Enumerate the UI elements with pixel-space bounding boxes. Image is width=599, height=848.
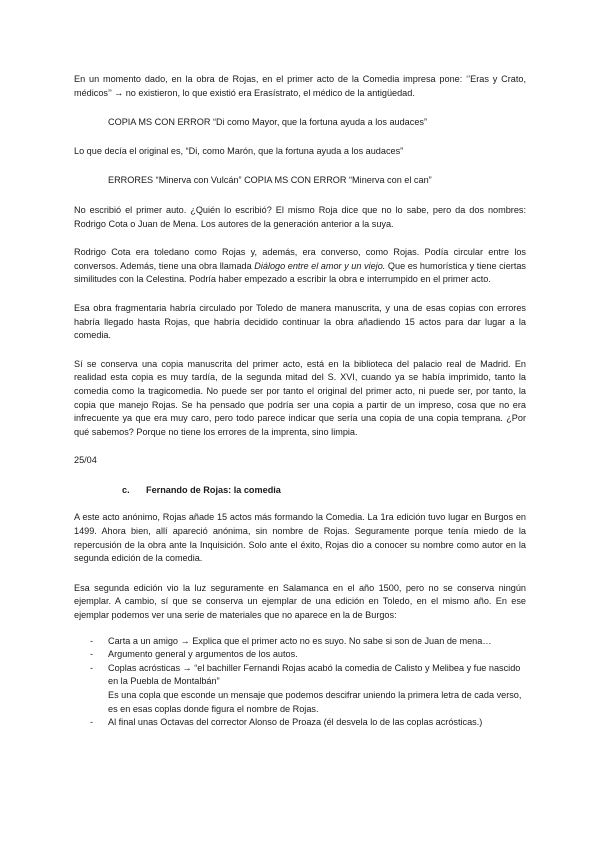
- error-copy-line-1: COPIA MS CON ERROR “Di como Mayor, que la fortuna ayuda a los audaces”: [108, 117, 427, 128]
- section-heading: [74, 484, 526, 498]
- materials-list: [74, 635, 526, 730]
- list-item: [74, 662, 526, 716]
- paragraph-rodrigo-cota: [74, 246, 526, 287]
- bullet-dash: -: [90, 649, 94, 660]
- list-item: [74, 716, 526, 730]
- bullet-dash: -: [90, 717, 94, 728]
- list-item: [74, 635, 526, 649]
- bullet-dash: -: [90, 662, 94, 673]
- text-span: Que es humorística y tiene ciertas similitudes con la Celestina. Podría haber empezado a escribir la obra e interrumpido en el primer acto.: [74, 260, 526, 285]
- list-item-text: Argumento general y argumentos de los autos.: [108, 649, 298, 660]
- bullet-dash: -: [90, 635, 94, 646]
- list-item-subtext: Es una copla que esconde un mensaje que podemos descifrar uniendo la primera letra de cada verso, es en esas coplas donde figura el nombre de Rojas.: [108, 690, 522, 714]
- list-item: [74, 648, 526, 662]
- paragraph-second-edition: Esa segunda edición vio la luz seguramente en Salamanca en el año 1500, pero no se conserva ningún ejemplar. A cambio, sí que se conserva un ejemplar de una edición en Toledo, en el mismo año. En ese ejemplar podemos ver una serie de materiales que no aparece en la de Burgos:: [74, 582, 526, 621]
- document-body: [74, 73, 526, 730]
- original-quote-line: Lo que decía el original es, “Di, como Marón, que la fortuna ayuda a los audaces”: [74, 145, 404, 156]
- paragraph-erasistrato: En un momento dado, en la obra de Rojas, en el primer acto de la Comedia impresa pone: ‘’Eras y Crato, médicos’’ → no existieron, lo que existió era Erasístrato, el médico de la antigüedad.: [74, 74, 526, 98]
- section-title: Fernando de Rojas: la comedia: [146, 484, 281, 495]
- list-item-text: Coplas acrósticas → “el bachiller Fernandi Rojas acabó la comedia de Calisto y Melibea y fue nascido en la Puebla de Montalbán”: [108, 662, 521, 687]
- error-copy-line-2: ERRORES “Minerva con Vulcán” COPIA MS CON ERROR “Minerva con el can”: [108, 175, 432, 186]
- list-item-text: Carta a un amigo → Explica que el primer acto no es suyo. No sabe si son de Juan de mena…: [108, 635, 492, 646]
- paragraph-authorship: No escribió el primer auto. ¿Quién lo escribió? El mismo Roja dice que no lo sabe, pero da dos nombres: Rodrigo Cota o Juan de Mena. Los autores de la generación anterior a la suya.: [74, 204, 526, 229]
- text-span: Rodrigo Cota era toledano como Rojas y, además, era converso, como Rojas. Podía circular entre los conversos. Además, tiene una obra llamada: [74, 247, 526, 271]
- paragraph-comedia: A este acto anónimo, Rojas añade 15 actos más formando la Comedia. La 1ra edición tuvo lugar en Burgos en 1499. Ahora bien, allí apareció anónima, sin nombre de Rojas. Seguramente porque tenía miedo de la repercusión de la obra ante la Inquisición. Solo ante el éxito, Rojas dio a conocer su nombre como autor en la segunda edición de la comedia.: [74, 512, 526, 564]
- paragraph-manuscript-copy: Sí se conserva una copia manuscrita del primer acto, está en la biblioteca del palacio real de Madrid. En realidad esta copia es muy tardía, de la segunda mitad del S. XVI, cuando ya se había imprimido, tanto la comedia como la tragicomedia. No puede ser por tanto el original del primer acto, ni puede ser, por tanto, la copia que manejo Rojas. Se ha pensado que podría ser una copia a partir de un impreso, cosa que no era infrecuente ya que era muy caro, pero todo parece indicar que sería una copia de una copia temprana. ¿Por qué sabemos? Porque no tiene los errores de la imprenta, sino limpia.: [74, 358, 526, 437]
- book-title: Diálogo entre el amor y un viejo.: [254, 260, 386, 271]
- list-item-text: Al final unas Octavas del corrector Alonso de Proaza (él desvela lo de las coplas acrósticas.): [108, 717, 483, 728]
- section-letter: c.: [122, 484, 130, 495]
- date-label: 25/04: [74, 455, 97, 466]
- paragraph-fragmentary-work: Esa obra fragmentaria habría circulado por Toledo de manera manuscrita, y una de esas copias con errores habría llegado hasta Rojas, que habría decidido continuar la obra añadiendo 15 actos para dar lugar a la comedia.: [74, 302, 526, 341]
